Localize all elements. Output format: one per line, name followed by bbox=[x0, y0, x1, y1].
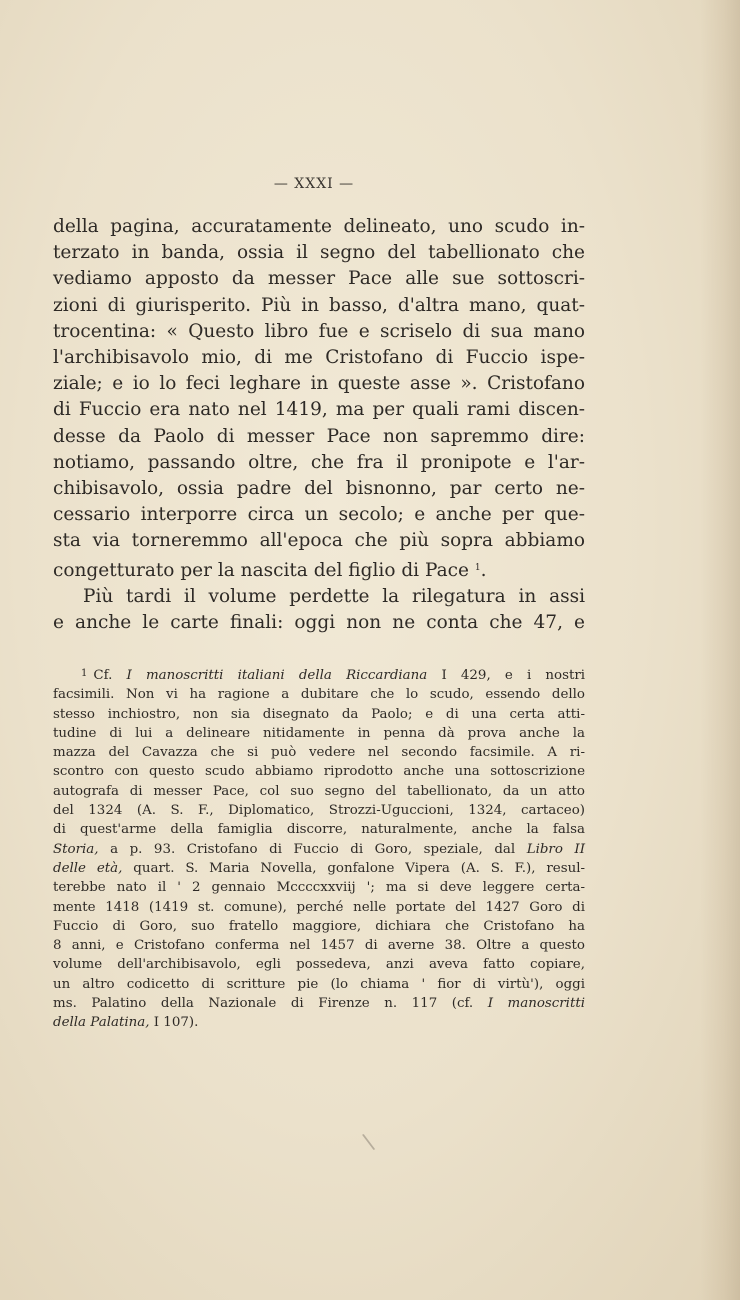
citation-title: I manoscritti italiani della Riccardiana bbox=[126, 668, 428, 683]
footnote-text: I 107). bbox=[153, 1015, 199, 1031]
citation-title: delle età, bbox=[53, 860, 123, 876]
paragraph-end-text: congetturato per la nascita del figlio di Pace bbox=[53, 559, 469, 581]
footnote-marker: 1 bbox=[81, 668, 88, 679]
footnote-line bbox=[53, 1013, 585, 1032]
stray-ink-mark: \ bbox=[360, 1129, 377, 1156]
footnote-line: terebbe nato il ' 2 gennaio Mccccxxviij '; ma si deve leggere certa- bbox=[53, 880, 585, 896]
text-line: cessario interporre circa un secolo; e anche per que- bbox=[53, 504, 585, 526]
footnote-line bbox=[53, 994, 585, 1013]
footnote-line: scontro con questo scudo abbiamo riprodotto anche una sottoscrizione bbox=[53, 764, 585, 780]
footnote-line: Fuccio di Goro, suo fratello maggiore, dichiara che Cristofano ha bbox=[53, 918, 585, 934]
footnote-text: a p. 93. Cristofano di Fuccio di Goro, speziale, dal bbox=[110, 841, 516, 857]
footnote-line: stesso inchiostro, non sia disegnato da Paolo; e di una certa atti- bbox=[53, 706, 585, 722]
text-line: sta via torneremmo all'epoca che più sopra abbiamo bbox=[53, 530, 585, 552]
footnote-line: tudine di lui a delineare nitidamente in penna dà prova anche la bbox=[53, 725, 585, 741]
footnote-text: Cf. bbox=[93, 668, 113, 683]
footnote-line: autografa di messer Pace, col suo segno del tabellionato, da un atto bbox=[53, 783, 585, 799]
footnote-line: mazza del Cavazza che si può vedere nel secondo facsimile. A ri- bbox=[53, 745, 585, 761]
text-line: ziale; e io lo feci leghare in queste asse ». Cristofano bbox=[53, 373, 585, 395]
text-line: e anche le carte finali: oggi non ne conta che 47, e bbox=[53, 612, 585, 634]
text-line: desse da Paolo di messer Pace non sapremmo dire: bbox=[53, 425, 585, 447]
footnote-line: 8 anni, e Cristofano conferma nel 1457 di averne 38. Oltre a questo bbox=[53, 938, 585, 954]
main-text bbox=[53, 214, 585, 636]
citation-title: I manoscritti bbox=[487, 996, 585, 1012]
text-line: Più tardi il volume perdette la rilegatura in assi bbox=[83, 585, 585, 607]
text-line: della pagina, accuratamente delineato, uno scudo in- bbox=[53, 216, 585, 237]
footnote-line bbox=[53, 840, 585, 859]
footnote-line: facsimili. Non vi ha ragione a dubitare che lo scudo, essendo dello bbox=[53, 687, 585, 703]
text-line: congetturato per la nascita del figlio di Pace $^1$. bbox=[53, 559, 487, 581]
text-line: di Fuccio era nato nel 1419, ma per quali rami discen- bbox=[53, 399, 585, 421]
text-line: terzato in banda, ossia il segno del tabellionato che bbox=[53, 242, 585, 264]
footnote-line bbox=[53, 664, 585, 685]
footnote-line: volume dell'archibisavolo, egli possedeva, anzi aveva fatto copiare, bbox=[53, 957, 585, 973]
footnote-text: quart. S. Maria Novella, gonfalone Vipera (A. S. F.), resul- bbox=[133, 860, 586, 876]
footnote-block bbox=[53, 664, 585, 1033]
footnote-text: ms. Palatino della Nazionale di Firenze n. 117 (cf. bbox=[53, 996, 474, 1012]
footnote-line bbox=[53, 859, 585, 878]
footnote-reference: 1 bbox=[474, 562, 481, 573]
text-line: trocentina: « Questo libro fue e scriselo di sua mano bbox=[53, 320, 585, 342]
footnote-line: del 1324 (A. S. F., Diplomatico, Strozzi-Uguccioni, 1324, cartaceo) bbox=[53, 803, 585, 819]
footnote-text: I 429, e i nostri bbox=[441, 668, 586, 683]
text-line: chibisavolo, ossia padre del bisnonno, par certo ne- bbox=[53, 478, 585, 500]
citation-title: Libro II bbox=[526, 841, 585, 857]
text-line: vediamo apposto da messer Pace alle sue sottoscri- bbox=[53, 268, 585, 290]
text-line: zioni di giurisperito. Più in basso, d'altra mano, quat- bbox=[53, 294, 585, 316]
page-edge-shadow bbox=[700, 0, 740, 1300]
text-line: l'archibisavolo mio, di me Cristofano di Fuccio ispe- bbox=[53, 347, 585, 369]
footnote-line: mente 1418 (1419 st. comune), perché nelle portate del 1427 Goro di bbox=[53, 899, 585, 915]
page-number-header: — XXXI — bbox=[273, 176, 355, 192]
footnote-line: di quest'arme della famiglia discorre, naturalmente, anche la falsa bbox=[53, 822, 585, 838]
text-line: notiamo, passando oltre, che fra il pronipote e l'ar- bbox=[53, 451, 585, 473]
citation-title: Storia, bbox=[53, 841, 99, 857]
footnote-line: un altro codicetto di scritture pie (lo chiama ' fior di virtù'), oggi bbox=[53, 976, 585, 992]
citation-title: della Palatina, bbox=[53, 1015, 150, 1031]
